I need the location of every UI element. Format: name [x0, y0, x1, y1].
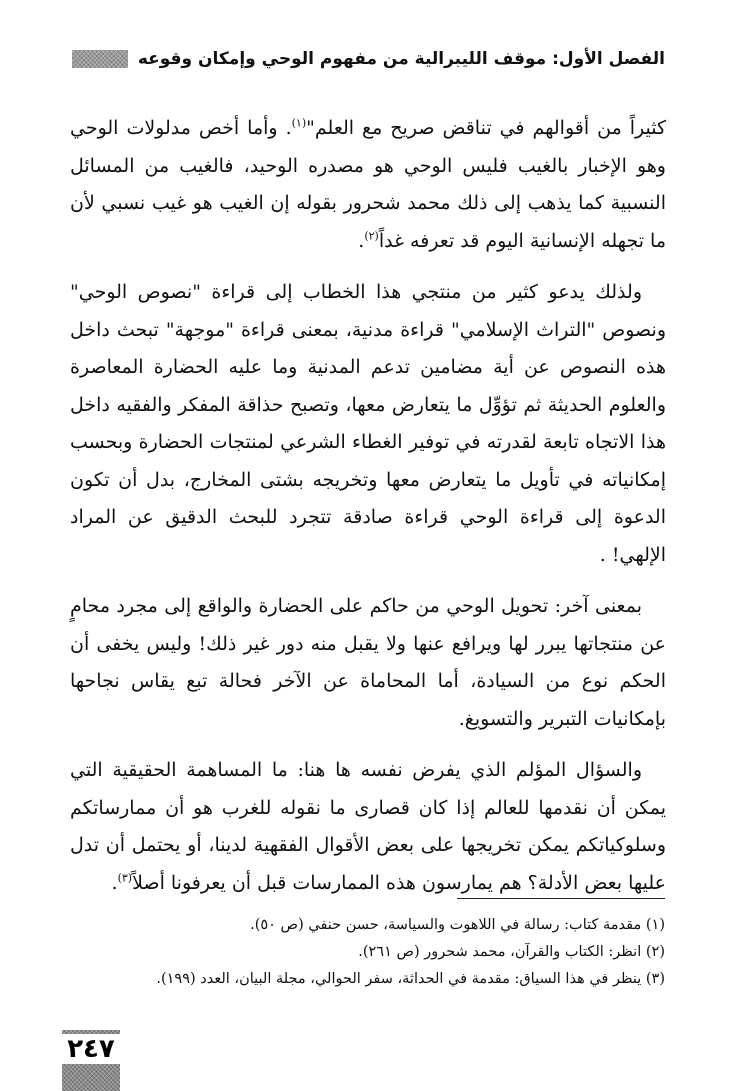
footnote-1: (١) مقدمة كتاب: رسالة في اللاهوت والسياسة، حسن حنفي (ص ٥٠).: [250, 917, 665, 933]
paragraph-1-text-b: . وأما أخص مدلولات الوحي وهو الإخبار بالغيب فليس الوحي هو مصدره الوحيد، فالغيب من المسائل النسبية كما يذهب إلى ذلك محمد شحرور بقوله إن الغيب هو غيب نسبي لأن ما تجهله الإنسانية اليوم قد تعرفه غداً: [70, 117, 666, 252]
paragraph-1-text-c: .: [358, 229, 365, 252]
main-text: [70, 110, 666, 902]
paragraph-4-text-a: والسؤال المؤلم الذي يفرض نفسه ها هنا: ما المساهمة الحقيقية التي يمكن أن نقدمها للعالم إذا كان قصارى ما نقوله للغرب هو أن ممارساتكم وسلوكياتكم يمكن تخريجها على بعض الأقوال الفقهية لدينا، أو يحتمل أن تدل عليها بعض الأدلة؟ هم يمارسون هذه الممارسات قبل أن يعرفونا أصلاً: [70, 759, 666, 894]
running-header: [72, 42, 665, 76]
paragraph-1-text-a: كثيراً من أقوالهم في تناقض صريح مع العلم": [306, 117, 666, 139]
footnote-ref-2: (٢): [364, 229, 379, 243]
paragraph-3: بمعنى آخر: تحويل الوحي من حاكم على الحضارة والواقع إلى مجرد محامٍ عن منتجاتها يبرر لها ويرافع عنها ولا يقبل منه دور غير ذلك! وليس يخفى أن الحكم نوع من السيادة، أما المحاماة عن الآخر فحالة تبع يقاس نجاحها بإمكانيات التبرير والتسويغ.: [70, 595, 666, 730]
chapter-title: الفصل الأول: موقف الليبرالية من مفهوم الوحي وإمكان وقوعه: [137, 49, 665, 69]
footnotes: [65, 912, 665, 993]
footnote-ref-1: (١): [291, 116, 307, 130]
paragraph-4: [70, 752, 666, 902]
footnote-2: (٢) انظر: الكتاب والقرآن، محمد شحرور (ص ٢٦١).: [358, 944, 665, 960]
page-number: ٢٤٧: [62, 1034, 120, 1064]
paragraph-1: [70, 110, 666, 260]
paragraph-2: ولذلك يدعو كثير من منتجي هذا الخطاب إلى قراءة "نصوص الوحي" ونصوص "التراث الإسلامي" قراءة مدنية، بمعنى قراءة "موجهة" تبحث داخل هذه النصوص عن أية مضامين تدعم المدنية وما عليه الحضارة المعاصرة والعلوم الحديثة ثم تؤوِّل ما يتعارض معها، وتصبح حذاقة المفكر والفقيه داخل هذا الاتجاه تابعة لقدرته في توفير الغطاء الشرعي لمنتجات الحضارة وبحسب إمكانياته في تأويل ما يتعارض معها وتخريجه بشتى المخارج، بدل أن تكون الدعوة إلى قراءة الوحي قراءة صادقة تتجرد للبحث الدقيق عن المراد الإلهي! .: [70, 281, 666, 566]
footnote-ref-3: (٣): [117, 871, 133, 885]
footnote-divider: [457, 898, 665, 899]
footnote-3: (٣) ينظر في هذا السياق: مقدمة في الحداثة، سفر الحوالي، مجلة البيان، العدد (١٩٩).: [156, 971, 665, 987]
paragraph-4-text-b: .: [111, 871, 118, 894]
header-decorative-bar: [72, 50, 128, 68]
